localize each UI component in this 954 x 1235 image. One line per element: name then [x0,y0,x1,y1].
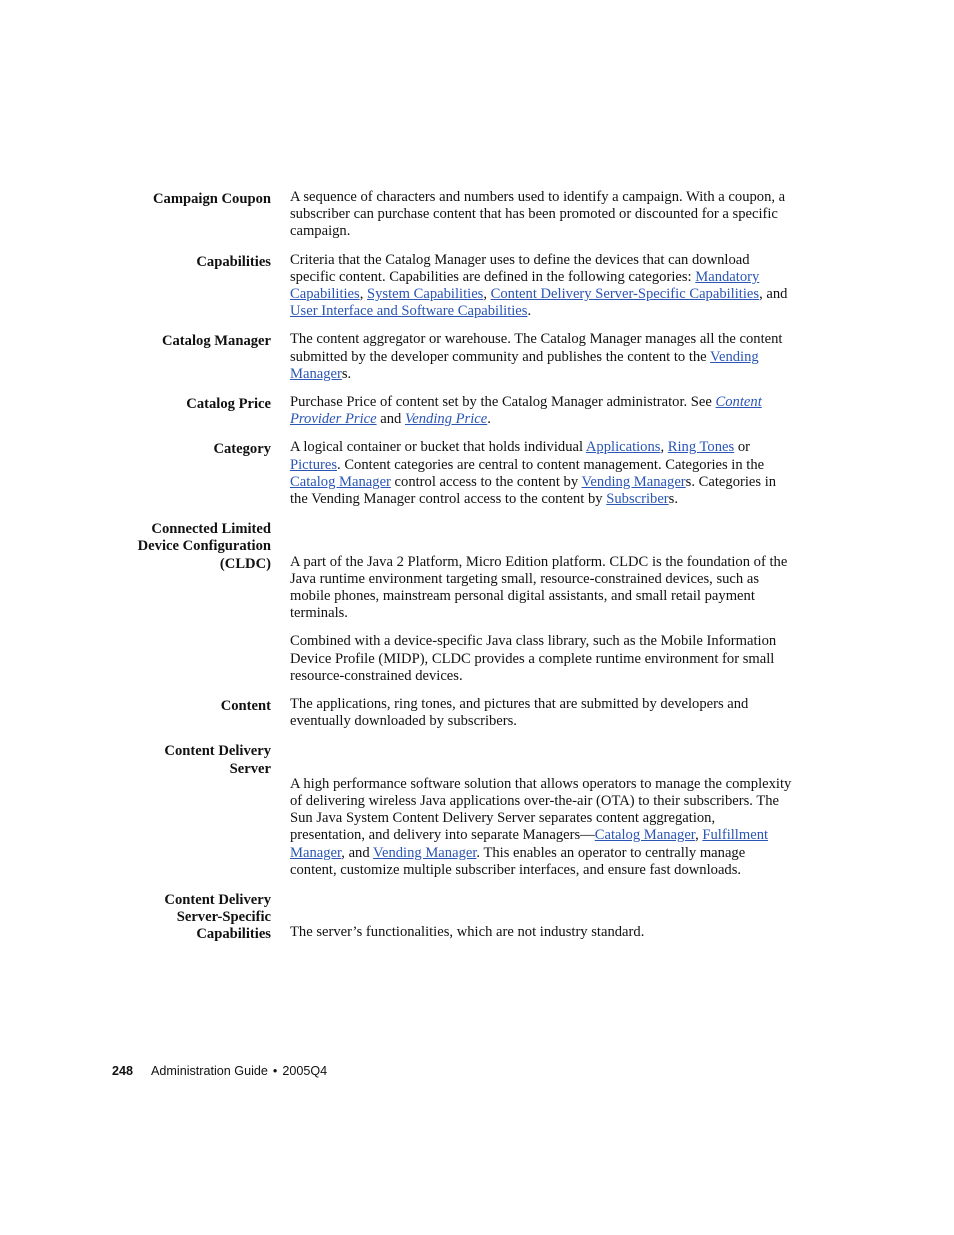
glossary-term-line: Content Delivery [164,892,271,909]
definition-text: , [359,286,368,303]
book-title: Administration Guide [151,1064,268,1078]
glossary-entry-campaign-coupon [0,189,954,241]
glossary-term [100,743,271,777]
glossary-term-line: Server-Specific [176,909,271,926]
glossary-entry-content-delivery-server [0,741,954,879]
cross-reference-link[interactable]: User Interface and Software Capabilities [290,303,528,320]
cross-reference-link[interactable]: Content Provider Price [290,394,762,428]
definition-text: Purchase Price of content set by the Catalog Manager administrator. See [290,394,716,411]
definition-paragraph [290,439,793,508]
cross-reference-link[interactable]: System Capabilities [367,286,484,303]
definition-text: s. [668,491,678,508]
glossary-term-line: Connected Limited [151,521,271,538]
cross-reference-link[interactable]: Mandatory Capabilities [290,268,760,303]
definition-text: , and [341,844,374,861]
definition-text: A sequence of characters and numbers used to identify a campaign. With a coupon, a subscriber can purchase content that has been promoted or discounted for a specific campaign. [290,189,786,240]
glossary-term: Content [220,698,271,715]
cross-reference-link[interactable]: Pictures [290,456,338,473]
definition-text: Criteria that the Catalog Manager uses to define the devices that can download specific content. Capabilities are defined in the following categories: [290,251,750,285]
glossary-entry-catalog-manager [0,331,954,383]
definition-text: control access to the content by [390,473,582,490]
definition-text: , [483,286,491,303]
glossary-term: Category [213,441,271,458]
definition-text: , [660,439,668,456]
page-footer [112,1063,327,1079]
glossary-definition [290,394,793,428]
definition-text: , [695,827,703,844]
cross-reference-link[interactable]: Subscriber [606,491,669,508]
cross-reference-link[interactable]: Fulfillment Manager [290,827,769,861]
definition-text: A logical container or bucket that holds individual [290,439,586,456]
glossary-definition [290,252,793,321]
definition-text: The applications, ring tones, and pictures that are submitted by developers and eventually downloaded by subscribers. [290,696,749,730]
definition-paragraph [290,696,793,730]
glossary-entry-content-delivery-server-specific-capabilities [0,890,954,942]
definition-text: , and [759,286,788,303]
glossary-definition [290,189,793,241]
glossary-term: Catalog Manager [161,333,271,350]
glossary-definition [290,696,793,730]
definition-text: The server’s functionalities, which are not industry standard. [290,924,645,941]
glossary-definition [290,890,793,942]
definition-text: . [487,411,491,428]
glossary-term: Capabilities [196,253,271,270]
cross-reference-link[interactable]: Vending Manager [581,473,686,490]
definition-paragraph [290,394,793,428]
definition-text: . Content categories are central to content management. Categories in the [337,456,765,473]
glossary-definition [290,741,793,879]
glossary-entry-catalog-price [0,394,954,428]
glossary-entry-category [0,439,954,508]
glossary-definition [290,331,793,383]
definition-text: s. [341,365,352,382]
definition-paragraph [290,252,793,321]
glossary-term: Campaign Coupon [152,191,271,207]
glossary-term-line: (CLDC) [219,555,271,572]
cross-reference-link[interactable]: Vending Manager [290,348,759,382]
definition-text: s. Categories in the Vending Manager control access to the content by [290,473,777,508]
cross-reference-link[interactable]: Vending Manager [373,844,477,861]
definition-text: . [527,303,532,320]
definition-paragraph [290,554,793,623]
glossary-definition [290,519,793,685]
footer-separator: • [272,1064,278,1078]
glossary-term: Catalog Price [186,396,271,413]
glossary-term-line: Device Configuration [137,538,271,555]
glossary-term [100,521,271,573]
glossary-term-line: Server [229,760,271,777]
definition-text: or [734,439,750,456]
glossary [0,189,954,953]
glossary-definition [290,439,793,508]
glossary-entry-connected-limited-device-configuration-cldc [0,519,954,685]
page-number: 248 [112,1064,134,1078]
definition-text: A part of the Java 2 Platform, Micro Edition platform. CLDC is the foundation of the Java runtime environment targeting small, resource-constrained devices, such as mobile phones, mainstream personal digital assistants, and small retail payment terminals. [290,553,788,622]
definition-paragraph [290,331,793,383]
glossary-term-line: Capabilities [196,926,271,943]
glossary-term-line: Content Delivery [164,743,271,760]
definition-paragraph [290,924,793,941]
cross-reference-link[interactable]: Content Delivery Server-Specific Capabilities [490,286,760,303]
definition-text: Combined with a device-specific Java class library, such as the Mobile Information Device Profile (MIDP), CLDC provides a complete runtime environment for small resource-constrained devices. [290,633,777,684]
cross-reference-link[interactable]: Catalog Manager [290,473,391,490]
book-version: 2005Q4 [282,1064,328,1078]
definition-paragraph [290,189,793,241]
cross-reference-link[interactable]: Ring Tones [667,439,735,456]
glossary-term [100,892,271,944]
definition-text: . This enables an operator to centrally manage content, customize multiple subscriber interfaces, and ensure fast downloads. [290,844,746,878]
definition-paragraph [290,776,793,879]
cross-reference-link[interactable]: Catalog Manager [594,827,696,844]
cross-reference-link[interactable]: Applications [585,439,661,456]
glossary-entry-content [0,696,954,730]
definition-text: A high performance software solution that allows operators to manage the complexity of delivering wireless Java applications over-the-air (OTA) to their subscribers. The Sun Java System Content Delivery Server separates content aggregation, presentation, and delivery into separate Managers— [290,775,792,844]
definition-paragraph [290,633,793,685]
cross-reference-link[interactable]: Vending Price [404,411,488,428]
definition-text: and [376,411,405,428]
definition-text: The content aggregator or warehouse. The Catalog Manager manages all the content submitted by the developer community and publishes the content to the [290,331,783,365]
glossary-entry-capabilities [0,252,954,321]
